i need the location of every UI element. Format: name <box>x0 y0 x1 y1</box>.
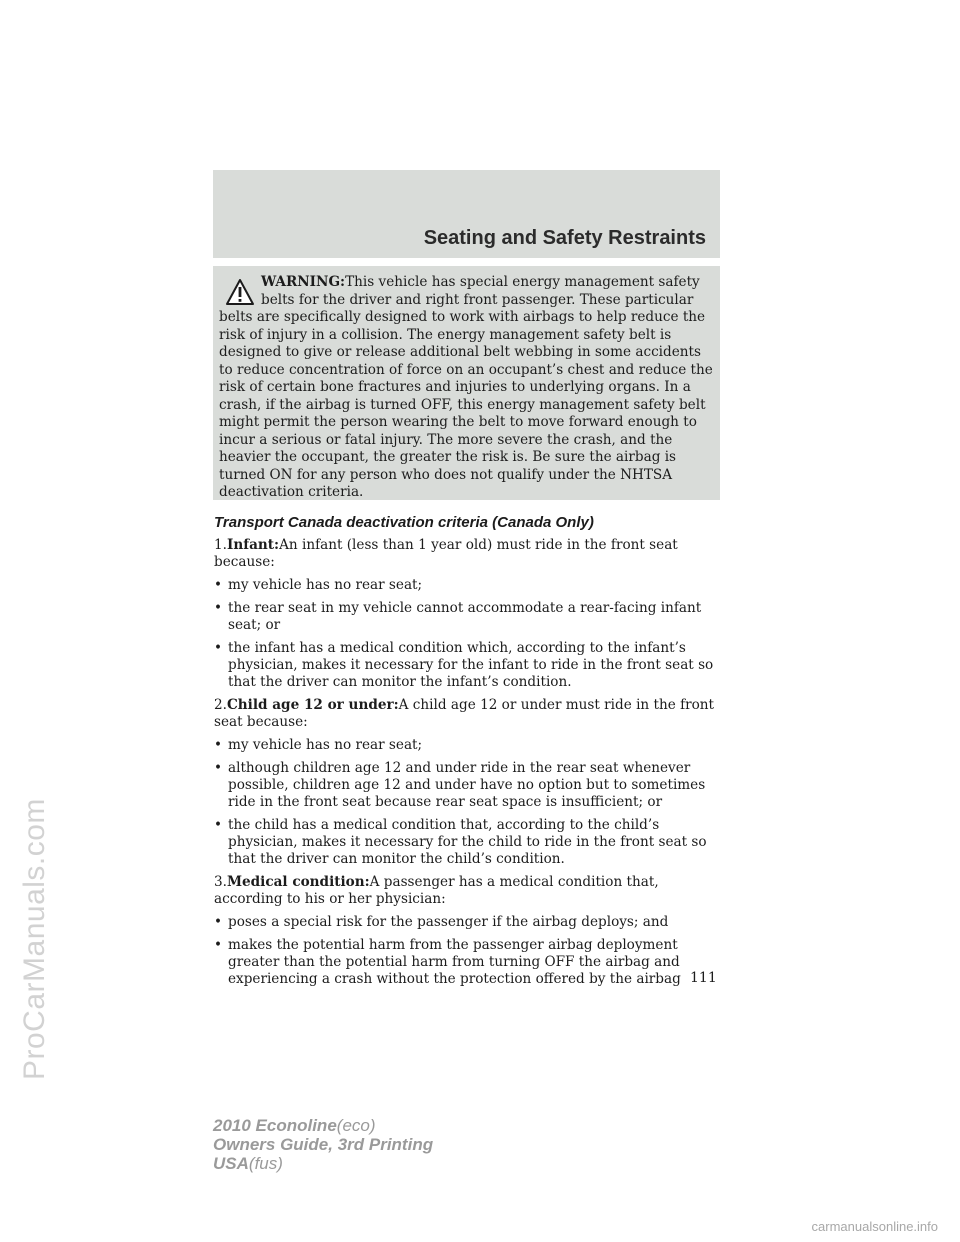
criterion-infant <box>214 537 720 571</box>
page-number: 111 <box>690 970 717 986</box>
footer-model-code: (eco) <box>336 1116 376 1135</box>
bottom-watermark: carmanualsonline.info <box>811 1219 938 1234</box>
main-content <box>214 514 720 994</box>
list-item: • the child has a medical condition that, according to the child’s physician, makes it necessary for the child to ride in the front seat so that the driver can monitor the child’s condition. <box>214 817 720 868</box>
section-header <box>213 170 720 258</box>
criterion-medical <box>214 874 720 908</box>
footer-region-code: (fus) <box>248 1154 283 1173</box>
list-item: • my vehicle has no rear seat; <box>214 737 720 754</box>
side-watermark: ProCarManuals.com <box>18 798 51 1080</box>
criterion-number: 2. <box>214 697 227 713</box>
criterion-text: An infant (less than 1 year old) must ride in the front seat because: <box>214 537 678 570</box>
list-item: • the infant has a medical condition which, according to the infant’s physician, makes it necessary for the infant to ride in the front seat so that the driver can monitor the infant’s condition. <box>214 640 720 691</box>
warning-label: WARNING: <box>261 274 346 290</box>
criterion-text: A passenger has a medical condition that, according to his or her physician: <box>214 874 659 907</box>
criterion-child <box>214 697 720 731</box>
footer <box>213 1116 433 1173</box>
warning-box <box>213 266 720 500</box>
criterion-term: Medical condition: <box>226 874 370 890</box>
criterion-term: Infant: <box>226 537 280 553</box>
list-item: • although children age 12 and under ride in the rear seat whenever possible, children age 12 and under have no option but to sometimes ride in the front seat because rear seat space is insufficient; or <box>214 760 720 811</box>
criterion-number: 3. <box>214 874 227 890</box>
footer-printing: Owners Guide, 3rd Printing <box>213 1135 434 1154</box>
criterion-term: Child age 12 or under: <box>226 697 399 713</box>
criterion-number: 1. <box>214 537 227 553</box>
medical-bullet-list <box>214 914 720 988</box>
footer-model: 2010 Econoline <box>213 1116 337 1135</box>
list-item: • poses a special risk for the passenger if the airbag deploys; and <box>214 914 720 931</box>
child-bullet-list <box>214 737 720 868</box>
infant-bullet-list <box>214 577 720 691</box>
section-title: Seating and Safety Restraints <box>423 227 706 249</box>
criterion-text: A child age 12 or under must ride in the front seat because: <box>214 697 715 730</box>
list-item: • makes the potential harm from the passenger airbag deployment greater than the potential harm from turning OFF the airbag and experiencing a crash without the protection offered by the airbag <box>214 937 720 988</box>
warning-body: This vehicle has special energy management safety belts for the driver and right front passenger. These particular belts are specifically designed to work with airbags to help reduce the risk of injury in a collision. The energy management safety belt is designed to give or release additional belt webbing in some accidents to reduce concentration of force on an occupant’s chest and reduce the risk of certain bone fractures and injuries to underlying organs. In a crash, if the airbag is turned OFF, this energy management safety belt might permit the person wearing the belt to move forward enough to incur a serious or fatal injury. The more severe the crash, and the heavier the occupant, the greater the risk is. Be sure the airbag is turned ON for any person who does not qualify under the NHTSA deactivation criteria. <box>219 274 713 500</box>
list-item: • my vehicle has no rear seat; <box>214 577 720 594</box>
subheading: Transport Canada deactivation criteria (Canada Only) <box>214 514 594 531</box>
list-item: • the rear seat in my vehicle cannot accommodate a rear-facing infant seat; or <box>214 600 720 634</box>
warning-text <box>219 274 715 502</box>
footer-region: USA <box>213 1154 249 1173</box>
